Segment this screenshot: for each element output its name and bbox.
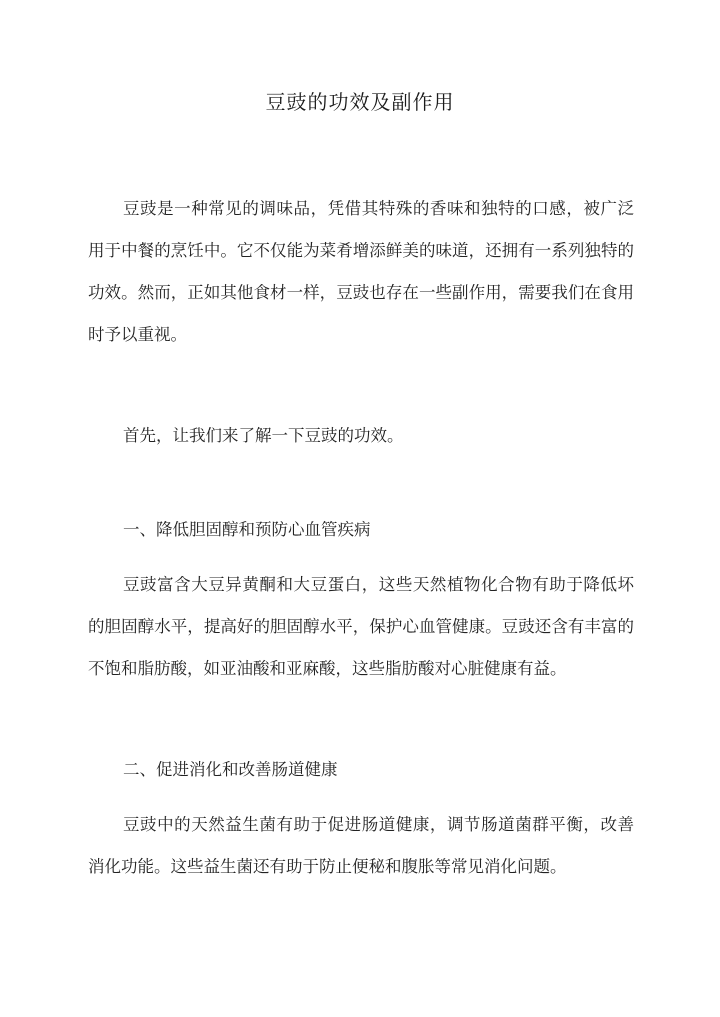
document-title: 豆豉的功效及副作用 — [265, 90, 455, 114]
lead-sentence: 首先，让我们来了解一下豆豉的功效。 — [123, 426, 404, 445]
section-body-1: 豆豉富含大豆异黄酮和大豆蛋白，这些天然植物化合物有助于降低坏的胆固醇水平，提高好的胆固醇水平，保护心血管健康。豆豉还含有丰富的不饱和脂肪酸，如亚油酸和亚麻酸，这些脂肪酸对心脏健康有益。 — [88, 575, 634, 678]
section-heading-2: 二、促进消化和改善肠道健康 — [123, 760, 338, 779]
section-heading-1: 一、降低胆固醇和预防心血管疾病 — [123, 520, 371, 539]
intro-paragraph: 豆豉是一种常见的调味品，凭借其特殊的香味和独特的口感，被广泛用于中餐的烹饪中。它不仅能为菜肴增添鲜美的味道，还拥有一系列独特的功效。然而，正如其他食材一样，豆豉也存在一些副作用，需要我们在食用时予以重视。 — [88, 199, 634, 344]
section-body-2: 豆豉中的天然益生菌有助于促进肠道健康，调节肠道菌群平衡，改善消化功能。这些益生菌还有助于防止便秘和腹胀等常见消化问题。 — [88, 815, 634, 876]
